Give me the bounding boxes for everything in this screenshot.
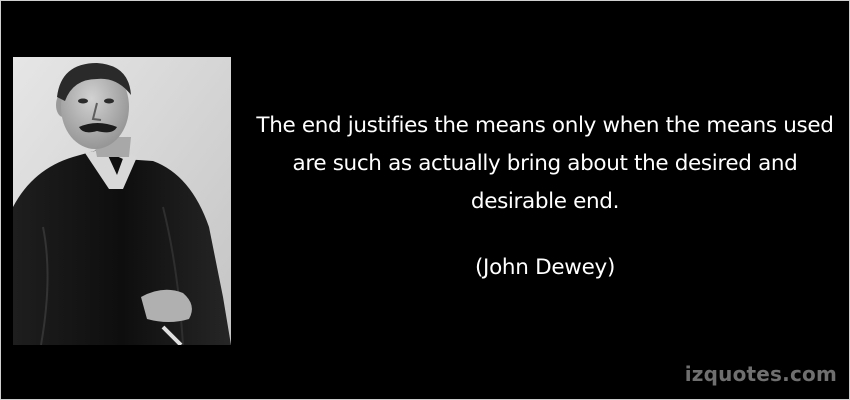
site-watermark: izquotes.com: [684, 362, 837, 386]
quote-text: The end justifies the means only when the means used are such as actually bring about the desired and desirable end.: [256, 113, 834, 214]
portrait-illustration: [13, 57, 231, 345]
hands-shape: [141, 290, 192, 322]
quote-author: (John Dewey): [474, 255, 616, 280]
author-portrait: [13, 57, 231, 345]
